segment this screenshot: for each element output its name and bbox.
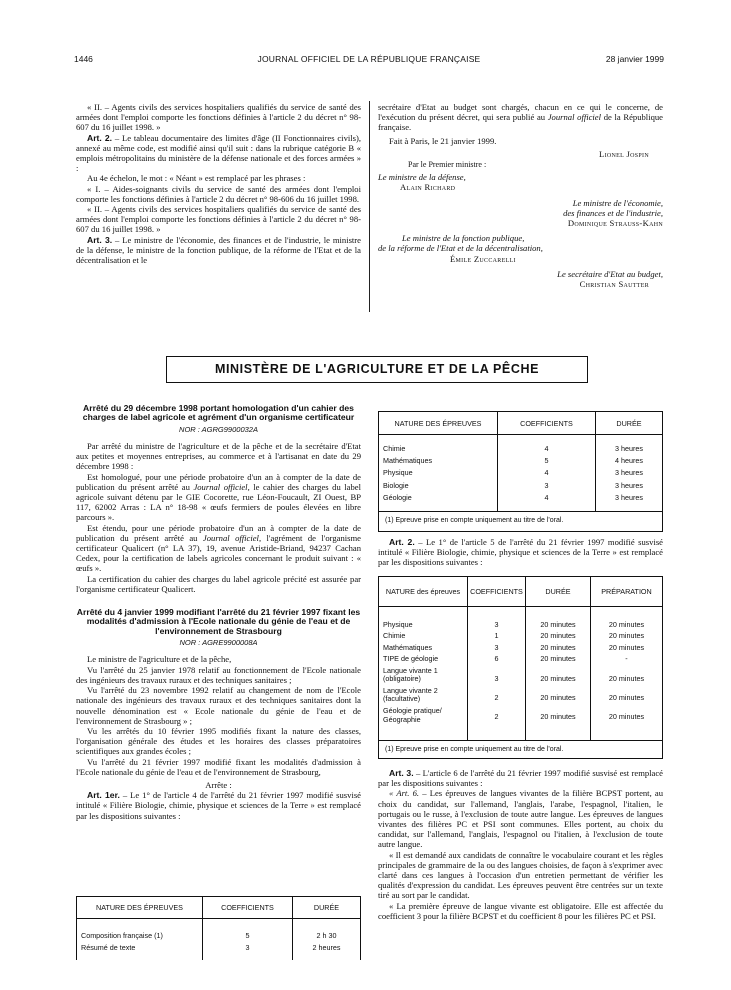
paragraph: « I. – Aides-soignants civils du service de santé des armées dont l'emploi comporte les fonctions définies à l'article 2 du décret n° 98-606 du 16 juillet 1998. [76, 183, 361, 204]
signature-label: Par le Premier ministre : [408, 160, 487, 170]
paragraph: Par arrêté du ministre de l'agriculture et de la pêche et de la secrétaire d'Etat aux petites et moyennes entreprises, au commerce et à l'artisanat en date du 29 décembre 1998 : [76, 441, 361, 472]
signature-name: Christian Sautter [579, 279, 649, 290]
column-header: NATURE DES ÉPREUVES [394, 418, 482, 428]
table-cell: 20 minutes [608, 631, 645, 641]
table-cell: Géologie pratique/ Géographie [383, 706, 442, 724]
table-cell: 3 [494, 620, 499, 629]
paragraph: Le ministre de l'agriculture et de la pêche, [87, 654, 232, 665]
table-cell: 5 [245, 931, 250, 940]
paragraph: « Il est demandé aux candidats de connaître le vocabulaire courant et les règles principales de grammaire de la ou des langues choisies, de façon à s'exprimer avec clarté dans ces langues à l'occasion d'un entretien permettant de vérifier les qualités d'expression du candidat. Les épreuves peuvent être centrées sur un texte tiré au sort par le candidat. [378, 849, 663, 901]
table-cell: 20 minutes [540, 712, 576, 722]
paragraph: « La première épreuve de langue vivante est obligatoire. Elle est affectée du coefficient 3 pour la filière BCPST et du coefficient 8 pour les filières PC et PSI. [378, 900, 663, 921]
paragraph: « II. – Agents civils des services hospitaliers qualifiés du service de santé des armées dont l'emploi comporte les fonctions définies à l'article 2 du décret n° 98-607 du 16 juillet 1998. » [76, 102, 361, 133]
column-header: PRÉPARATION [590, 577, 662, 606]
paragraph: Est étendu, pour une période probatoire d'un an à compter de la date de publication du présent arrêté au Journal officiel, l'agrément de l'organisme certificateur Qualicert (n° LA 37), 19, avenue Aristide-Briand, 94237 Cachan Cedex, pour la certification de labels agricoles concernant le produit suivant : « œufs ». [76, 522, 361, 574]
table-cell: Physique [383, 620, 413, 629]
top-right-column [378, 102, 663, 289]
paragraph: Au 4e échelon, le mot : « Néant » est remplacé par les phrases : [87, 173, 306, 184]
article-2: Art. 2. – Le tableau documentaire des limites d'âge (II Fonctionnaires civils), annexé au même code, est modifié ainsi qu'il suit : dans la rubrique catégorie B « emplois métropolitains du ministère de la défense nationale et des forces armées » : [76, 132, 361, 174]
table-cell: 2 heures [312, 943, 341, 953]
exam-table-written [76, 896, 361, 960]
table-cell: Chimie [383, 631, 406, 641]
paragraph: Arrête : [205, 779, 232, 790]
article-3-block [378, 768, 663, 921]
ministry-banner: MINISTÈRE DE L'AGRICULTURE ET DE LA PÊCHE [166, 356, 588, 383]
column-header: DURÉE [595, 412, 662, 434]
table-cell: - [625, 654, 628, 664]
table-cell: Géologie [383, 492, 412, 502]
table-cell: Mathématiques [383, 642, 433, 652]
article-6: « Art. 6. – Les épreuves de langues vivantes de la filière BCPST portent, au choix du candidat, sur l'allemand, l'anglais, l'arabe, l'espagnol, l'italien, le portugais ou le russe, à l'exclusion de toute autre langue. Les épreuves de langues vivantes des filières PC et PSI sont communes. Elles portent, au choix du candidat, sur l'allemand, l'anglais, l'espagnol ou l'italien, à l'exclusion de toute autre langue. [378, 788, 664, 850]
decree-title: Arrêté du 29 décembre 1998 portant homologation d'un cahier des charges de label agricole et agrément d'un organisme certificateur [82, 403, 355, 423]
table-cell: 20 minutes [540, 673, 576, 683]
exam-table-oral [378, 576, 663, 759]
signature-title: de la réforme de l'Etat et de la décentralisation, [378, 243, 543, 254]
column-header: COEFFICIENTS [467, 577, 525, 606]
nor-reference: NOR : AGRG9900032A [179, 424, 258, 434]
paragraph: Vu l'arrêté du 23 novembre 1992 relatif au changement de nom de l'Ecole nationale des ingénieurs des travaux ruraux et des techniques sanitaires dont la nouvelle dénomination est « Ecole nationale du génie de l'eau et de l'environnement de Strasbourg » ; [76, 685, 361, 726]
table-cell: Mathématiques [383, 456, 433, 466]
signature-title: Le secrétaire d'Etat au budget, [557, 268, 663, 279]
column-header: DURÉE [525, 577, 590, 606]
page-header [74, 54, 664, 66]
exam-table-written-2 [378, 411, 663, 532]
decree-title: Arrêté du 4 janvier 1999 modifiant l'arrêté du 21 février 1997 fixant les modalités d'admission à l'Ecole nationale du génie de l'eau et de l'environnement de Strasbourg [76, 607, 361, 636]
article-3: Art. 3. – Le ministre de l'économie, des finances et de l'industrie, le ministre de la défense, le ministre de la fonction publique, de la réforme de l'Etat et de la décentralisation et le [76, 234, 361, 266]
signature-name: Alain Richard [400, 182, 456, 193]
table-cell: 20 minutes [608, 642, 645, 652]
date-line: Fait à Paris, le 21 janvier 1999. [389, 135, 497, 146]
table-cell: 20 minutes [540, 620, 576, 629]
issue-date: 28 janvier 1999 [605, 54, 664, 64]
table-cell: 4 [544, 444, 549, 453]
table-cell: 3 heures [615, 492, 643, 502]
signature-name: Dominique Strauss-Kahn [567, 218, 663, 229]
table-cell: 6 [494, 654, 499, 664]
table-cell: 2 [494, 693, 499, 703]
table-cell: 1 [494, 631, 499, 641]
table-cell: Langue vivante 2 (facultative) [383, 685, 438, 704]
column-header: NATURE des épreuves [385, 587, 461, 596]
top-left-column [76, 102, 361, 265]
table-cell: 20 minutes [608, 620, 645, 629]
journal-title: JOURNAL OFFICIEL DE LA RÉPUBLIQUE FRANÇAISE [257, 54, 481, 64]
column-header: COEFFICIENTS [497, 412, 595, 434]
table-cell: 20 minutes [608, 673, 645, 683]
page-number: 1446 [74, 54, 93, 64]
paragraph: La certification du cahier des charges du label agricole précité est assurée par l'organisme certificateur Qualicert. [76, 573, 361, 594]
table-cell: 3 [494, 673, 499, 683]
column-header: NATURE DES ÉPREUVES [96, 903, 183, 912]
table-footnote: (1) Epreuve prise en compte uniquement au titre de l'oral. [379, 511, 662, 530]
column-header: DURÉE [292, 897, 360, 918]
signature-name: Lionel Jospin [599, 148, 649, 159]
table-cell: TIPE de géologie [383, 654, 439, 664]
table-cell: Biologie [383, 480, 409, 490]
paragraph: Vu l'arrêté du 25 janvier 1978 relatif au fonctionnement de l'Ecole nationale des ingénieurs des travaux ruraux et des techniques sanitaires ; [76, 664, 361, 685]
paragraph: Vu les arrêtés du 10 février 1995 modifiés fixant la nature des classes, l'organisation générale des études et les horaires des classes préparatoires scientifiques aux grandes écoles ; [76, 725, 361, 757]
table-cell: Résumé de texte [81, 943, 136, 953]
table-cell: 3 [245, 943, 250, 953]
table-cell: 2 h 30 [316, 931, 337, 940]
table-cell: 4 [544, 468, 549, 478]
table-cell: Composition française (1) [81, 931, 163, 940]
bottom-right-column [378, 537, 663, 568]
bottom-left-column [76, 404, 361, 821]
nor-reference: NOR : AGRE9900008A [179, 638, 258, 648]
table-cell: 3 heures [615, 480, 643, 490]
article-1: Art. 1er. – Le 1° de l'article 4 de l'arrêté du 21 février 1997 modifié susvisé intitulé « Filière Biologie, chimie, physique et sciences de la Terre » est remplacé par les dispositions suivantes : [76, 790, 361, 821]
table-cell: Langue vivante 1 (obligatoire) [383, 665, 438, 684]
paragraph: « II. – Agents civils des services hospitaliers qualifiés du service de santé des armées dont l'emploi comporte les fonctions définies à l'article 2 du décret n° 98-607 du 16 juillet 1998. » [76, 204, 361, 235]
signature-title: Le ministre de la fonction publique, [402, 233, 525, 244]
signature-title: Le ministre de la défense, [378, 172, 466, 183]
paragraph: Est homologué, pour une période probatoire d'un an à compter de la date de publication du présent arrêté au Journal officiel, le cahier des charges du label agricole suivant détenu par le GIE Cocorette, rue Léon-Foucault, ZI Ouest, BP 117, 62002 Arras : LA n° 18-98 « œufs fermiers de poules élevées en libre parcours ». [76, 471, 361, 523]
table-cell: 20 minutes [540, 631, 576, 641]
table-cell: 3 heures [615, 468, 643, 478]
table-cell: 3 heures [615, 444, 643, 453]
article-3: Art. 3. – L'article 6 de l'arrêté du 21 février 1997 modifié susvisé est remplacé par les dispositions suivantes : [378, 768, 663, 789]
article-2: Art. 2. – Le 1° de l'article 5 de l'arrêté du 21 février 1997 modifié susvisé intitulé « Filière Biologie, chimie, physique et sciences de la Terre » est remplacé par les dispositions suivantes : [378, 537, 663, 568]
table-cell: 20 minutes [540, 654, 576, 664]
table-cell: 3 [544, 480, 549, 490]
table-cell: 4 [544, 492, 549, 502]
table-footnote: (1) Epreuve prise en compte uniquement au titre de l'oral. [379, 740, 662, 759]
table-cell: Physique [383, 468, 413, 478]
signature-title: Le ministre de l'économie, [572, 197, 663, 208]
column-header: COEFFICIENTS [202, 897, 292, 918]
signature-title: des finances et de l'industrie, [563, 207, 663, 218]
table-cell: 2 [494, 712, 499, 722]
paragraph: secrétaire d'Etat au budget sont chargés, chacun en ce qui le concerne, de l'exécution du présent décret, qui sera publié au Journal officiel de la République française. [378, 102, 663, 133]
paragraph: Vu l'arrêté du 21 février 1997 modifié fixant les modalités d'admission à l'Ecole nationale du génie de l'eau et de l'environnement de Strasbourg, [76, 756, 361, 777]
signature-name: Émile Zuccarelli [450, 253, 516, 264]
table-cell: 20 minutes [608, 693, 645, 703]
column-divider [369, 101, 370, 312]
table-cell: Chimie [383, 444, 406, 453]
table-cell: 20 minutes [540, 642, 576, 652]
table-cell: 20 minutes [540, 693, 576, 703]
table-cell: 5 [544, 456, 549, 466]
table-cell: 3 [494, 642, 499, 652]
table-cell: 4 heures [615, 456, 643, 466]
table-cell: 20 minutes [608, 712, 645, 722]
